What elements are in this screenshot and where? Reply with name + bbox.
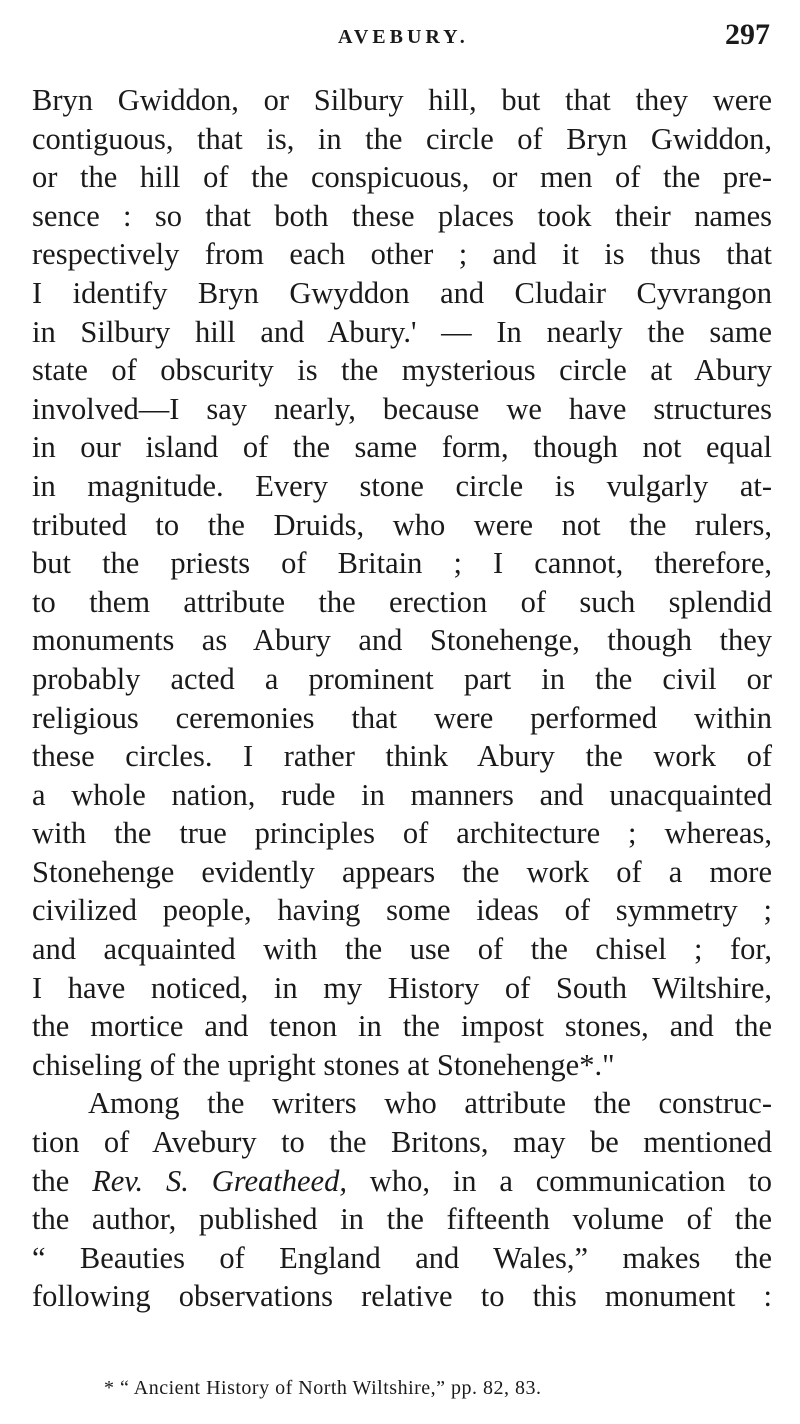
page-number: 297 — [725, 18, 770, 51]
text-line: I identify Bryn Gwyddon and Cludair Cyvrangon — [32, 275, 772, 310]
paragraph-start-line: Among the writers who attribute the construc- — [88, 1086, 772, 1121]
text-line: in our island of the same form, though not equal — [32, 430, 772, 465]
text-line: Bryn Gwiddon, or Silbury hill, but that they were — [32, 83, 772, 117]
text-line: civilized people, having some ideas of symmetry ; — [32, 893, 772, 928]
text-line: involved—I say nearly, because we have structures — [32, 391, 772, 426]
text-line: Stonehenge evidently appears the work of a more — [32, 854, 772, 889]
text-line: with the true principles of architecture ; whereas, — [32, 816, 772, 851]
page-header — [0, 18, 800, 62]
text-line: but the priests of Britain ; I cannot, therefore, — [32, 546, 772, 581]
text-line: the author, published in the fifteenth volume of the — [32, 1202, 772, 1237]
text-line: respectively from each other ; and it is thus that — [32, 237, 772, 272]
text-line: to them attribute the erection of such splendid — [32, 584, 772, 619]
italic-name: Rev. S. Greatheed, — [92, 1163, 347, 1198]
text-line: sence : so that both these places took their names — [32, 198, 772, 233]
text-line: monuments as Abury and Stonehenge, though they — [32, 623, 772, 658]
text-line: tributed to the Druids, who were not the rulers, — [32, 507, 772, 542]
text-line-with-italic-name — [32, 1162, 772, 1201]
text-segment: the — [32, 1163, 93, 1198]
text-line: following observations relative to this monument : — [32, 1279, 772, 1314]
paragraph-end-line: chiseling of the upright stones at Stonehenge*." — [32, 1047, 615, 1082]
text-line: in magnitude. Every stone circle is vulgarly at- — [32, 468, 772, 503]
body-text — [32, 81, 772, 1316]
text-line: state of obscurity is the mysterious circle at Abury — [32, 353, 772, 388]
text-segment: who, in a communication to — [346, 1163, 773, 1198]
text-line: probably acted a prominent part in the civil or — [32, 661, 772, 696]
running-head: AVEBURY. — [338, 26, 469, 48]
text-line: these circles. I rather think Abury the work of — [32, 739, 772, 774]
text-line: I have noticed, in my History of South Wiltshire, — [32, 970, 772, 1005]
text-line: religious ceremonies that were performed within — [32, 700, 772, 735]
text-line: a whole nation, rude in manners and unacquainted — [32, 777, 772, 812]
text-line: the mortice and tenon in the impost stones, and the — [32, 1009, 772, 1044]
text-line: or the hill of the conspicuous, or men of the pre- — [32, 160, 772, 195]
text-line: in Silbury hill and Abury.' — In nearly the same — [32, 314, 772, 349]
text-line: and acquainted with the use of the chisel ; for, — [32, 932, 772, 967]
text-line: tion of Avebury to the Britons, may be mentioned — [32, 1125, 772, 1160]
footnote: * “ Ancient History of North Wiltshire,” pp. 82, 83. — [104, 1377, 542, 1399]
text-line: “ Beauties of England and Wales,” makes the — [32, 1240, 772, 1275]
text-line: contiguous, that is, in the circle of Bryn Gwiddon, — [32, 121, 772, 156]
